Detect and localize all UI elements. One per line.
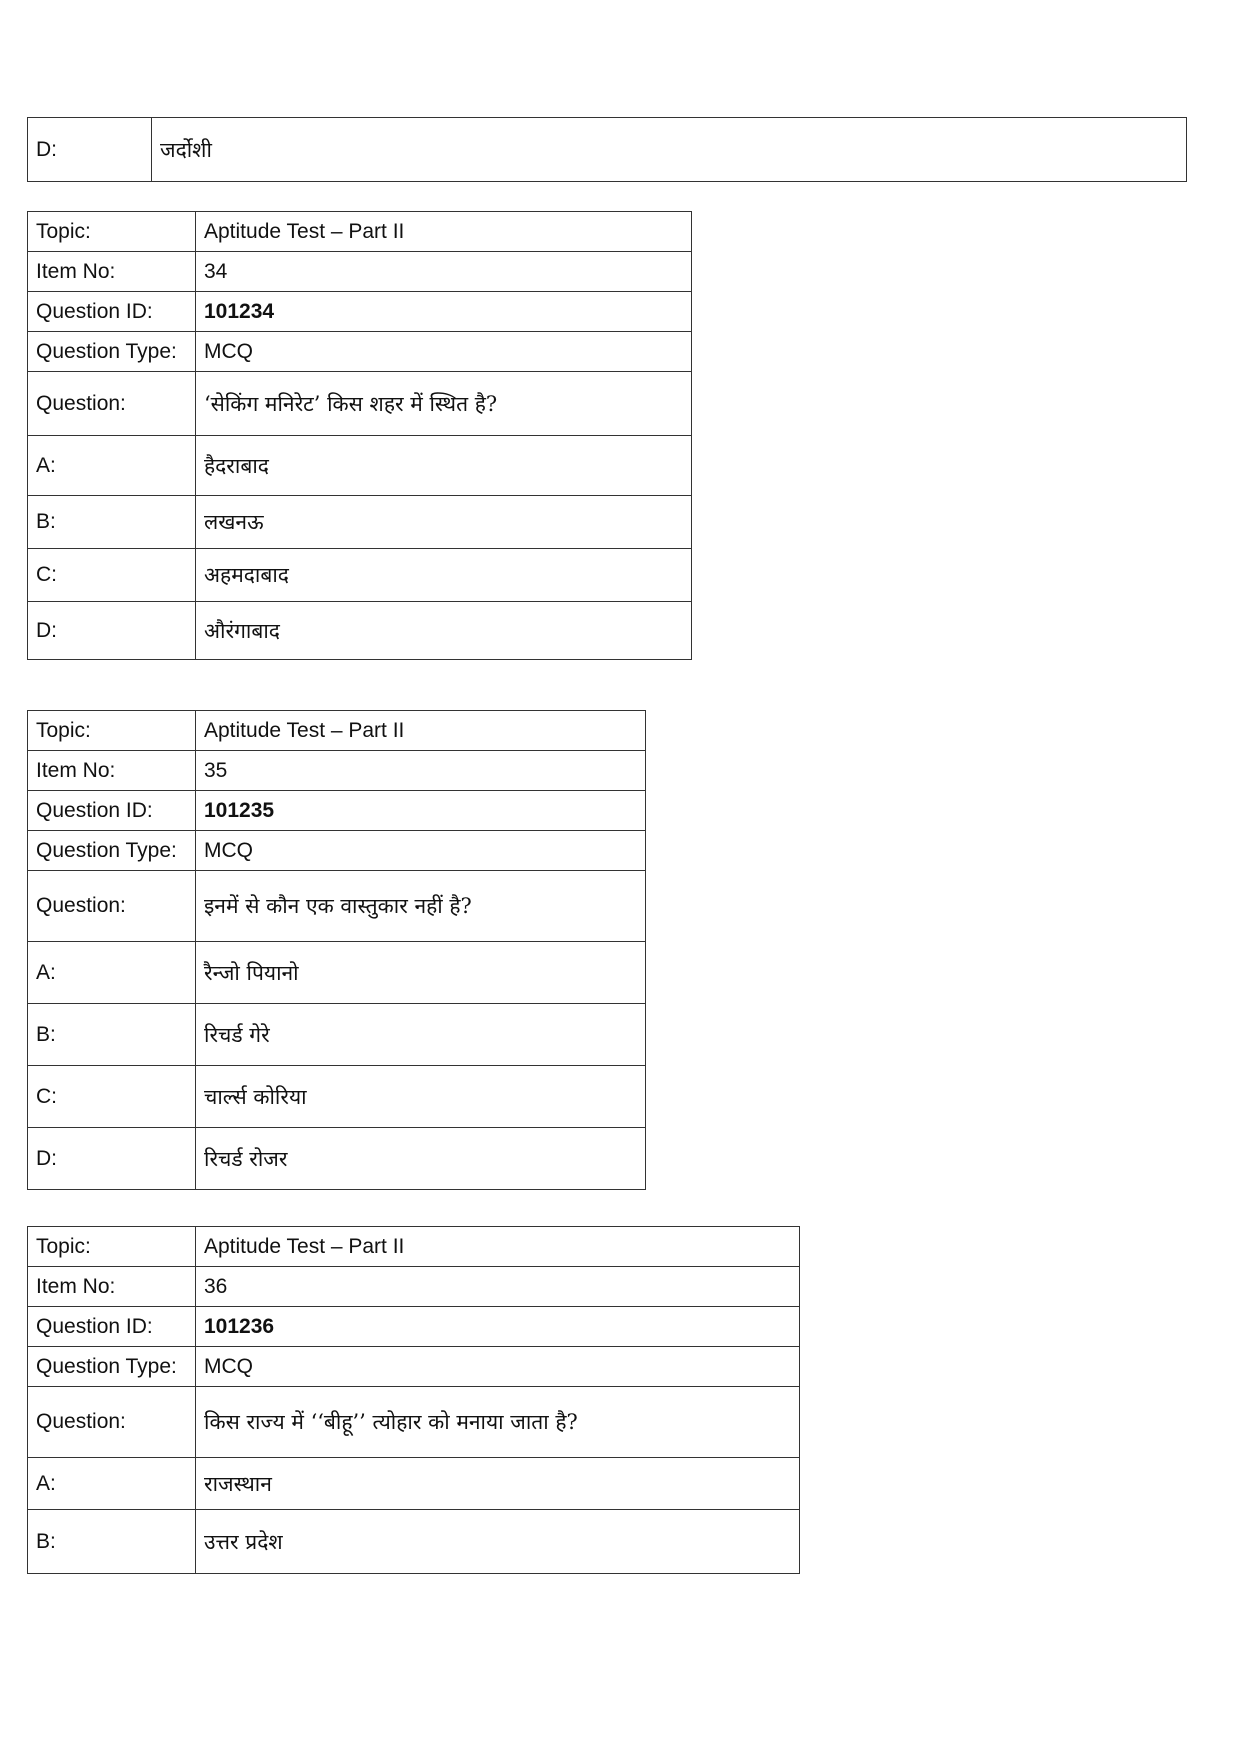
question-label: Question: — [28, 372, 196, 436]
topic-label: Topic: — [28, 212, 196, 252]
question-type-row — [28, 831, 646, 871]
question-type-row — [28, 332, 692, 372]
question-table-34 — [27, 211, 692, 660]
option-row-c — [28, 549, 692, 602]
item-label: Item No: — [28, 751, 196, 791]
topic-row — [28, 1227, 800, 1267]
option-label: C: — [28, 549, 196, 602]
topic-row — [28, 711, 646, 751]
question-type-label: Question Type: — [28, 1347, 196, 1387]
question-label: Question: — [28, 871, 196, 942]
question-type: MCQ — [196, 831, 646, 871]
option-text: लखनऊ — [196, 496, 692, 549]
option-label: B: — [28, 1004, 196, 1066]
question-text: इनमें से कौन एक वास्तुकार नहीं है? — [196, 871, 646, 942]
option-text: रिचर्ड गेरे — [196, 1004, 646, 1066]
option-label: B: — [28, 1510, 196, 1574]
option-label: B: — [28, 496, 196, 549]
question-type: MCQ — [196, 332, 692, 372]
item-number: 34 — [196, 252, 692, 292]
question-row — [28, 372, 692, 436]
question-id: 101234 — [196, 292, 692, 332]
option-label: D: — [28, 602, 196, 660]
option-row-b — [28, 496, 692, 549]
question-label: Question: — [28, 1387, 196, 1458]
topic-value: Aptitude Test – Part II — [196, 711, 646, 751]
option-text: राजस्थान — [196, 1458, 800, 1510]
option-text: औरंगाबाद — [196, 602, 692, 660]
topic-label: Topic: — [28, 1227, 196, 1267]
question-id-label: Question ID: — [28, 1307, 196, 1347]
item-row — [28, 252, 692, 292]
option-text: हैदराबाद — [196, 436, 692, 496]
option-label: C: — [28, 1066, 196, 1128]
question-id-row — [28, 1307, 800, 1347]
option-text: चार्ल्स कोरिया — [196, 1066, 646, 1128]
question-row — [28, 871, 646, 942]
item-label: Item No: — [28, 252, 196, 292]
option-row-b — [28, 1510, 800, 1574]
option-row-a — [28, 942, 646, 1004]
topic-label: Topic: — [28, 711, 196, 751]
question-text: ‘सेकिंग मनिरेट’ किस शहर में स्थित है? — [196, 372, 692, 436]
option-label: D: — [28, 118, 152, 182]
option-text: जर्दोशी — [152, 118, 1187, 182]
question-id-row — [28, 292, 692, 332]
question-id-label: Question ID: — [28, 292, 196, 332]
option-text: अहमदाबाद — [196, 549, 692, 602]
topic-value: Aptitude Test – Part II — [196, 1227, 800, 1267]
question-table-36 — [27, 1226, 800, 1574]
option-label: A: — [28, 436, 196, 496]
option-row-a — [28, 1458, 800, 1510]
topic-row — [28, 212, 692, 252]
item-number: 36 — [196, 1267, 800, 1307]
question-type-label: Question Type: — [28, 332, 196, 372]
option-row-c — [28, 1066, 646, 1128]
question-type-label: Question Type: — [28, 831, 196, 871]
option-text: उत्तर प्रदेश — [196, 1510, 800, 1574]
item-number: 35 — [196, 751, 646, 791]
prev-question-fragment — [27, 117, 1187, 182]
option-text: रैन्जो पियानो — [196, 942, 646, 1004]
topic-value: Aptitude Test – Part II — [196, 212, 692, 252]
question-table-35 — [27, 710, 646, 1190]
item-row — [28, 751, 646, 791]
question-id: 101235 — [196, 791, 646, 831]
question-type-row — [28, 1347, 800, 1387]
question-id-label: Question ID: — [28, 791, 196, 831]
question-row — [28, 1387, 800, 1458]
option-label: D: — [28, 1128, 196, 1190]
option-label: A: — [28, 1458, 196, 1510]
question-id: 101236 — [196, 1307, 800, 1347]
question-id-row — [28, 791, 646, 831]
option-label: A: — [28, 942, 196, 1004]
option-row-d — [28, 1128, 646, 1190]
question-type: MCQ — [196, 1347, 800, 1387]
question-text: किस राज्य में ‘‘बीहू’’ त्योहार को मनाया जाता है? — [196, 1387, 800, 1458]
option-row-a — [28, 436, 692, 496]
option-row-d — [28, 602, 692, 660]
item-row — [28, 1267, 800, 1307]
option-row-b — [28, 1004, 646, 1066]
item-label: Item No: — [28, 1267, 196, 1307]
option-text: रिचर्ड रोजर — [196, 1128, 646, 1190]
